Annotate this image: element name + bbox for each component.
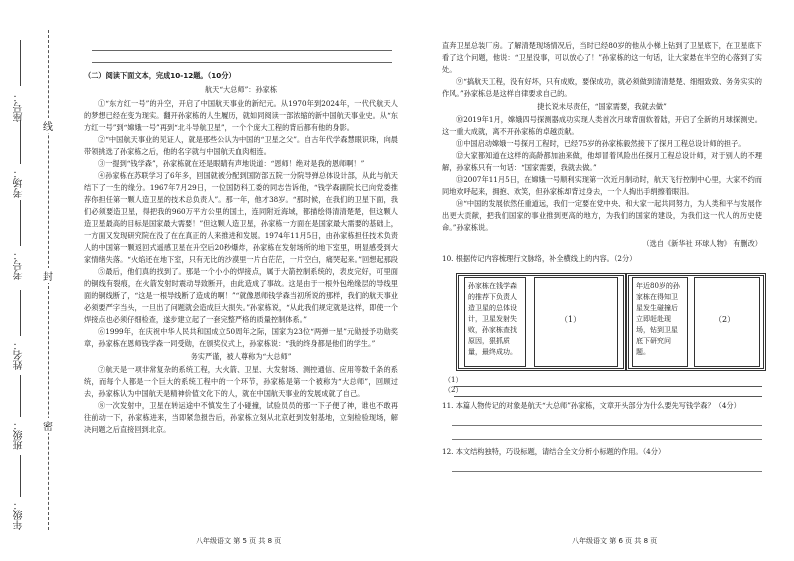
flow-box-3: 年近80岁的孙家栋在得知卫星发生碰撞后立即赶赴现场，钻到卫星底下研究问题。 xyxy=(632,277,688,367)
paragraph: 直奔卫星总装厂房。了解清楚现场情况后，当时已经80岁的他从小梯上钻到了卫星底下，在卫星底下看了这个问题，他说：“卫星没事，可以放心了！”孙家栋的这一句话，让大家悬在半空的心落到了实处。 xyxy=(442,41,762,74)
paragraph: ③一提到“钱学森”，孙家栋就在还是眼睛有声地说道：“恩师！绝对是我的恩师啊！” xyxy=(98,159,365,168)
answer-line-q12[interactable] xyxy=(452,458,762,472)
exam-number-label: 考号： xyxy=(14,250,25,280)
name-line[interactable] xyxy=(20,290,21,336)
source-citation: （选自《新华社 环球人物》 有删改） xyxy=(642,239,762,248)
seal-word-secret: 密 xyxy=(42,418,54,433)
paragraph: ⑭“中国的发展依然任重道远，我们一定要在党中央、和大家一起共同努力，为人类和平与发展作出更大贡献，把我们国家的事业推到更高的地方，为我们的国家的建设，为我们这一代人的历史使命。”孙家栋说。 xyxy=(442,199,762,232)
subheading: 务实严谨，被人尊称为“大总师” xyxy=(190,352,292,361)
seal-word-line: 线 xyxy=(42,118,54,133)
subheading: 捷长说未尽责任，“国家需要，我就去做” xyxy=(537,102,667,111)
name-label: 姓名： xyxy=(14,340,25,370)
paragraph: ⑫大家都知道在这样的高龄都加油来做，他却冒着风险出任探月工程总设计师，对于别人的不理解，孙家栋只有一句话：“国家需要，我就去做。” xyxy=(442,151,762,172)
class-line[interactable] xyxy=(20,375,21,417)
page-footer-left: 八年级语文 第 5 页 共 8 页 xyxy=(196,537,282,545)
paragraph: ⑤最后，他们真的找到了。那是一个小小的焊接点，属于大箭控制系统的，表皮完好，可里面的铜线有裂痕，在火箭发射时震动导致断开，由此造成了事故。这是由于一根外包绝缘层的导线里面的铜线断了，“这是一根导线断了造成的啊！”“就像恩师钱学森当初所说的那样，我们的航天事业必须要严字当头，一旦出了问题就会造成巨大损失。”孙家栋说，“从此我们规定就是这样，即使一个焊接点也必须仔细检查，遂步建立起了一套完整严格的质量控制体系。” xyxy=(84,267,398,324)
class-label: 班级： xyxy=(14,420,25,450)
page-footer-right: 八年级语文 第 6 页 共 8 页 xyxy=(572,537,658,545)
answer-line-1[interactable] xyxy=(444,376,762,387)
exam-room-label: 考场： xyxy=(14,168,25,198)
flow-blank-1-label: （1） xyxy=(560,315,582,324)
flow-blank-2-label: （2） xyxy=(714,315,736,324)
paragraph: ⑩2019年1月，嫦娥四号探测器成功实现人类首次月球背面软着陆，开启了全新的月球探测史。这一重大成就，离不开孙家栋的卓越贡献。 xyxy=(442,115,762,136)
paragraph: ②“中国航天事业的见证人，就是那些公认为中国的“卫星之父”。自古年代学森慧眼识珠，向晨带领挑选了孙家栋之后，他的名字就与中国航天血肉相连。 xyxy=(84,135,398,156)
binding-margin xyxy=(0,0,62,561)
exam-room-line[interactable] xyxy=(20,120,21,164)
question-10: 10. 根据传记内容梳理行文脉络，补全横线上的内容。（2分） xyxy=(442,254,637,263)
seat-number-line[interactable] xyxy=(20,40,21,86)
flow-box-1: 孙家栋在钱学森的推荐下负责人造卫星的总体设计，卫星发射失败，孙家栋查找原因，狠抓质量，最终成功。 xyxy=(464,277,526,367)
answer-label-1: （1） xyxy=(444,376,463,384)
answer-line-q11[interactable] xyxy=(452,412,762,426)
question-11: 11. 本篇人物传记的对象是航天“大总师”孙家栋，文章开头部分为什么要先写钱学森？（4分） xyxy=(442,401,741,410)
seat-number-label: 座号： xyxy=(14,92,25,122)
paragraph: ⑪中国启动嫦娥一号探月工程时，已经75岁的孙家栋毅然接下了探月工程总设计师的担子。 xyxy=(456,139,746,148)
answer-line-2[interactable] xyxy=(444,386,762,397)
flow-diagram xyxy=(456,269,762,377)
paragraph: ⑧一次发射中，卫星在转运途中不慎发生了小碰撞，试验员员的那一下子便了神，谁也不敢再往前动一下，孙家栋进来，当即紧急报告后，孙家栋立刻从北京赶到发射基地，立刻检验现场，解决问题之后直接回到北京。 xyxy=(84,401,398,434)
section-heading: （二）阅读下面文本，完成10-12题。（10分） xyxy=(84,71,236,80)
paragraph: ①“东方红一号”的升空，开启了中国航天事业的新纪元。从1970年到2024年，一代代航天人的梦想已经在变为现实。翻开孙家栋的人生履历，就如同阅读一部浓缩的新中国航天事业史。从“东方红一号”到“嫦娥一号”再到“北斗导航卫星”，一个个庞大工程的背后都有他的身影。 xyxy=(84,99,398,132)
left-page xyxy=(84,70,398,436)
paragraph: ⑦航天是一项非常复杂的系统工程，大火箭、卫星、大发射场、测控通信、应用等数千条的系统，而每个人都是一个巨大的系统工程中的一个环节，孙家栋是第一个被称为“大总师”，回顾过去，孙家栋认为中国航天是精神价值文化下的人，就在中国航天事业的发展成就了自己。 xyxy=(84,365,398,398)
header-rule xyxy=(92,62,392,63)
answer-label-2: （2） xyxy=(444,386,463,394)
exam-number-line[interactable] xyxy=(20,200,21,246)
paragraph: ⑥1999年，在庆祝中华人民共和国成立50周年之际，国家为23位“两弹一星”元勋授予功勋奖章，孙家栋在恩师钱学森一同受勋，在颁奖仪式上，孙家栋说：“我的终身都是他们的学生。” xyxy=(84,327,398,348)
header-rule xyxy=(92,50,392,51)
grade-label: 年级： xyxy=(14,500,25,530)
question-12: 12. 本文结构独特，巧设标题，请结合全文分析小标题的作用。（4分） xyxy=(442,447,666,456)
paragraph: ④孙家栋在苏联学习了6年多，回国就被分配到国防部五院一分院导弹总体设计部，从此与航天结下了一生的缘分。1967年7月29日，一位国防科工委的同志告诉他，“钱学森副院长已向党委推荐你担任第一颗人造卫星的技术总负责人”。那一年，他才38岁。“那时候，在我们的卫星下面，我们必须要造卫星，得把我的960万平方公里的国土，连同附近海域，都描绘得清清楚楚，但这颗人造卫星最高的目标是国家最大需要！”但这颗人造卫星，孙家栋一方面在是国家最大需要的基础上，一方面又发现研究院在没了在在真正的人来推进和发展。1974年11月5日，由孙家栋担任技术负责人的中国第一颗返回式遥感卫星在升空后20秒爆炸，孙家栋在发射场所的地下室里，明显感受到大家情绪失落。“火焰还在地下室，只有无比的沙漠里一片白茫茫，一片空白，痛哭起来。”回想起那段 xyxy=(84,171,398,264)
paragraph: ⑨“搞航天工程，没有好坏，只有成败，要保成功，就必须做到清清楚楚、细细致致、务务实实的作风。”孙家栋总是这样自律要求自己的。 xyxy=(442,77,762,98)
answer-line-q11[interactable] xyxy=(452,426,762,440)
paragraph: ⑬2007年11月5日，在嫦娥一号顺利实现第一次近月制动时，航天飞行控制中心里，大家不约而同地欢呼起来，拥抱、欢笑，但孙家栋却背过身去，一个人掏出手绢擦着眼泪。 xyxy=(442,175,762,196)
right-page xyxy=(442,40,762,472)
seal-word-seal: 封 xyxy=(42,268,54,283)
grade-line[interactable] xyxy=(20,455,21,497)
article-title: 航天“大总师”：孙家栋 xyxy=(204,85,278,94)
